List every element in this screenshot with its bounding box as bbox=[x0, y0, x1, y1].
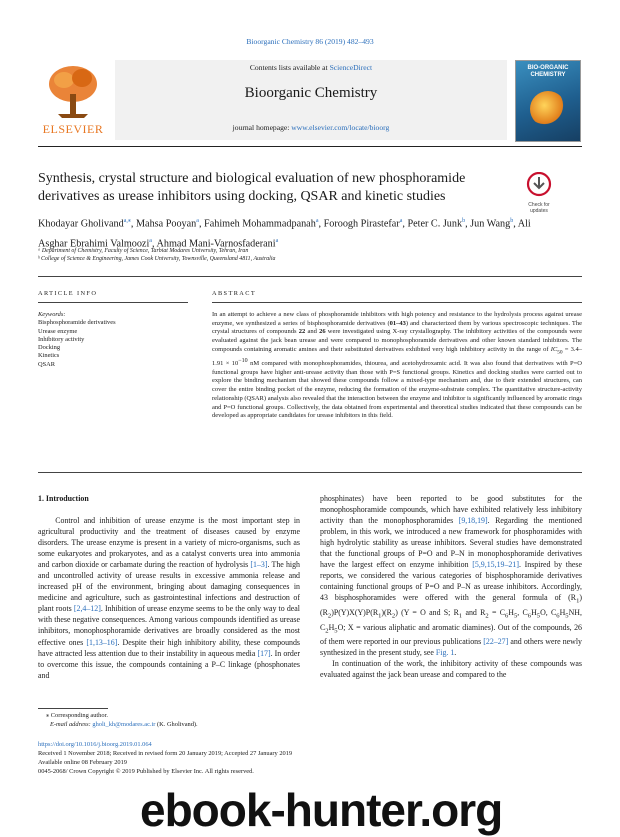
keyword-item: QSAR bbox=[38, 360, 56, 368]
intro-left-column: Control and inhibition of urease enzyme is the most important step in agricultural productivity and the treatment of diseases caused by enzyme disorders. The urease enzyme is present in a variety of micro-organisms, such as some eukaryotes and prokaryotes, and as a catalyst converts urea into ammonia and carbon dioxide or carbamate during the reaction of hydrolysis [1–3]. The high and uncontrolled activity of urease results in excessive ammonia release and increased pH of the environment, bringing about damaging consequences in medicine and agriculture, such as gastrointestinal infections and destruction of plant roots [2,4–12]. Inhibition of urease enzyme seems to be the only way to deal with these negative consequences. Among various compounds identified as urease inhibitors, monophosphoramide derivatives are broadly considered as the most effective ones [1,13–16]. Despite their high inhibitory ability, these compounds have attracted less attention due to their instability in aqueous media [17]. In order to overcome this issue, the compounds containing a P–C linkage (phosphonates and bbox=[38, 516, 301, 680]
homepage-prefix: journal homepage: bbox=[232, 123, 292, 132]
keyword-item: Docking bbox=[38, 344, 61, 352]
abstract-heading: ABSTRACT bbox=[212, 290, 257, 297]
email-label: E-mail address: bbox=[50, 721, 93, 728]
info-top-rule bbox=[38, 276, 582, 277]
email-link[interactable]: gholi_kh@modares.ac.ir bbox=[92, 721, 156, 728]
cover-molecule-image bbox=[530, 91, 566, 127]
abstract-text: In an attempt to achieve a new class of phosphoramide inhibitors with high potency and resistance to the hydrolysis process against urease enzyme, we synthesized a series of bisphosphoramide derivatives (01–43) and characterized them by various spectroscopic techniques. The crystal structures of compounds 22 and 26 were investigated using X-ray crystallography. The inhibitory activities of the compounds were evaluated against the jack bean urease and were compared to monophosphoramide derivatives and other known standard inhibitors. The compounds containing aromatic amines and their substituted derivatives exhibited very high inhibitory activity in the range of $IC_{50} = 3.4-1.91 \times 10^{-10}$ nM compared with monophosphoramides, thiourea, and acetohydroxamic acid. It was also found that derivatives with P=O functional groups have higher anti-urease activity than those with P=S functional groups. Kinetics and docking studies were carried out to explore the binding mechanism that showed these compounds follow a mixed-type mechanism and, due to their extended structures, can cover the entire binding pocket of the enzyme, reducing the formation of the enzyme-substrate complex. The quantitative structure-activity relationship (QSAR) analysis also revealed that the interaction between the enzyme and inhibitor is significantly influenced by aromatic rings and P=O functional groups. Collectively, the data obtained from experimental and theoretical studies indicated that these compounds can be developed as appropriate candidates for urease inhibitors in this field. bbox=[212, 311, 583, 420]
article-info-heading: ARTICLE INFO bbox=[38, 290, 98, 297]
corresponding-author-note: ⁎ Corresponding author. bbox=[46, 712, 108, 719]
homepage-line bbox=[115, 123, 507, 132]
journal-reference[interactable]: Bioorganic Chemistry 86 (2019) 482–493 bbox=[246, 37, 374, 46]
elsevier-logo bbox=[38, 60, 108, 138]
footnote-rule bbox=[38, 708, 108, 709]
check-updates-label: Check for updates bbox=[528, 202, 550, 214]
affiliation-b: ᵇ College of Science & Engineering, James Cook University, Townsville, Queensland 4811, Australia bbox=[38, 256, 276, 262]
keyword-item: Kinetics bbox=[38, 352, 60, 360]
affiliation-a: ᵃ Department of Chemistry, Faculty of Science, Tarbiat Modares University, Tehran, Iran bbox=[38, 248, 249, 254]
info-section-rule bbox=[38, 302, 188, 303]
keywords-block bbox=[38, 311, 188, 369]
check-for-updates-button[interactable] bbox=[521, 172, 557, 214]
available-online: Available online 08 February 2019 bbox=[38, 759, 127, 766]
watermark-text: ebook-hunter.org bbox=[140, 784, 503, 836]
contents-line bbox=[115, 63, 507, 72]
publisher-wordmark: ELSEVIER bbox=[42, 122, 104, 136]
abstract-bottom-rule bbox=[38, 472, 582, 473]
email-note bbox=[50, 721, 198, 730]
sciencedirect-link[interactable]: ScienceDirect bbox=[329, 63, 373, 72]
copyright-line: 0045-2068/ Crown Copyright © 2019 Published by Elsevier Inc. All rights reserved. bbox=[38, 768, 254, 775]
section-heading-introduction: 1. Introduction bbox=[38, 494, 89, 503]
keyword-item: Bisphosphoramide derivatives bbox=[38, 319, 116, 327]
journal-cover[interactable] bbox=[515, 60, 581, 142]
check-updates-icon bbox=[521, 172, 557, 198]
keywords-label: Keywords: bbox=[38, 311, 66, 318]
doi-link[interactable]: https://doi.org/10.1016/j.bioorg.2019.01.064 bbox=[38, 741, 152, 748]
intro-right-column: phosphinates) have been reported to be good substitutes for the monophosphoramide compounds, which have exhibited relatively less inhibitory activity than the monophosphoramides [9,18,19]. Regarding the mentioned problem, in this work, we introduced a new framework for phosphoramides with high hydrolytic stability as urease inhibitors. Several studies have demonstrated that the functional groups of P=O and P–N in monophosphoramide derivatives have the largest effect on enzyme inhibition [5,9,15,19–21]. Inspired by these reports, we considered the various categories of bisphosphoramide derivatives containing functional groups of P=O and P–N as urease inhibitors. Accordingly, 43 bisphosphoramides were offered with the general formula of $(R_1)(R_2)P(Y)X(Y)P(R_1)(R_2) (Y = O$ and S; $R_1$ and $R_2 = C_6H_5$, $C_6H_5O$, $C_6H_5NH$, $C_2H_5O$; X = various aliphatic and aromatic diamines). Out of the compounds, 26 of them were reported in our previous publications [22–27] and others were newly synthesized in the present study, see Fig. 1. In continuation of the work, the inhibitory activity of these compounds was evaluated against the jack bean urease and compared to the bbox=[320, 494, 582, 680]
contents-prefix: Contents lists available at bbox=[249, 63, 330, 72]
keyword-item: Inhibitory activity bbox=[38, 335, 85, 343]
received-dates: Received 1 November 2018; Received in revised form 20 January 2019; Accepted 27 January 2019 bbox=[38, 750, 293, 757]
email-suffix: (K. Gholivand). bbox=[155, 721, 198, 728]
journal-title: Bioorganic Chemistry bbox=[244, 85, 378, 101]
header-rule bbox=[38, 146, 582, 147]
homepage-link[interactable]: www.elsevier.com/locate/bioorg bbox=[291, 123, 390, 132]
keyword-item: Urease enzyme bbox=[38, 327, 78, 335]
abstract-section-rule bbox=[212, 302, 582, 303]
cover-title: BIO-ORGANIC CHEMISTRY bbox=[527, 65, 569, 78]
article-title: Synthesis, crystal structure and biological evaluation of new phosphoramide derivatives as urease inhibitors using docking, QSAR and kinetic studies bbox=[38, 171, 466, 204]
author-list: Khodayar Gholivand$^{a,⁎}$, Mahsa Pooyan$^a$, Fahimeh Mohammadpanah$^a$, Foroogh Pirastefar$^a$, Peter C. Junk$^b$, Jun Wang$^b$, Ali Asghar Ebrahimi Valmoozi$^a$, Ahmad Mani-Varnosfaderani$^a$ bbox=[38, 218, 531, 250]
